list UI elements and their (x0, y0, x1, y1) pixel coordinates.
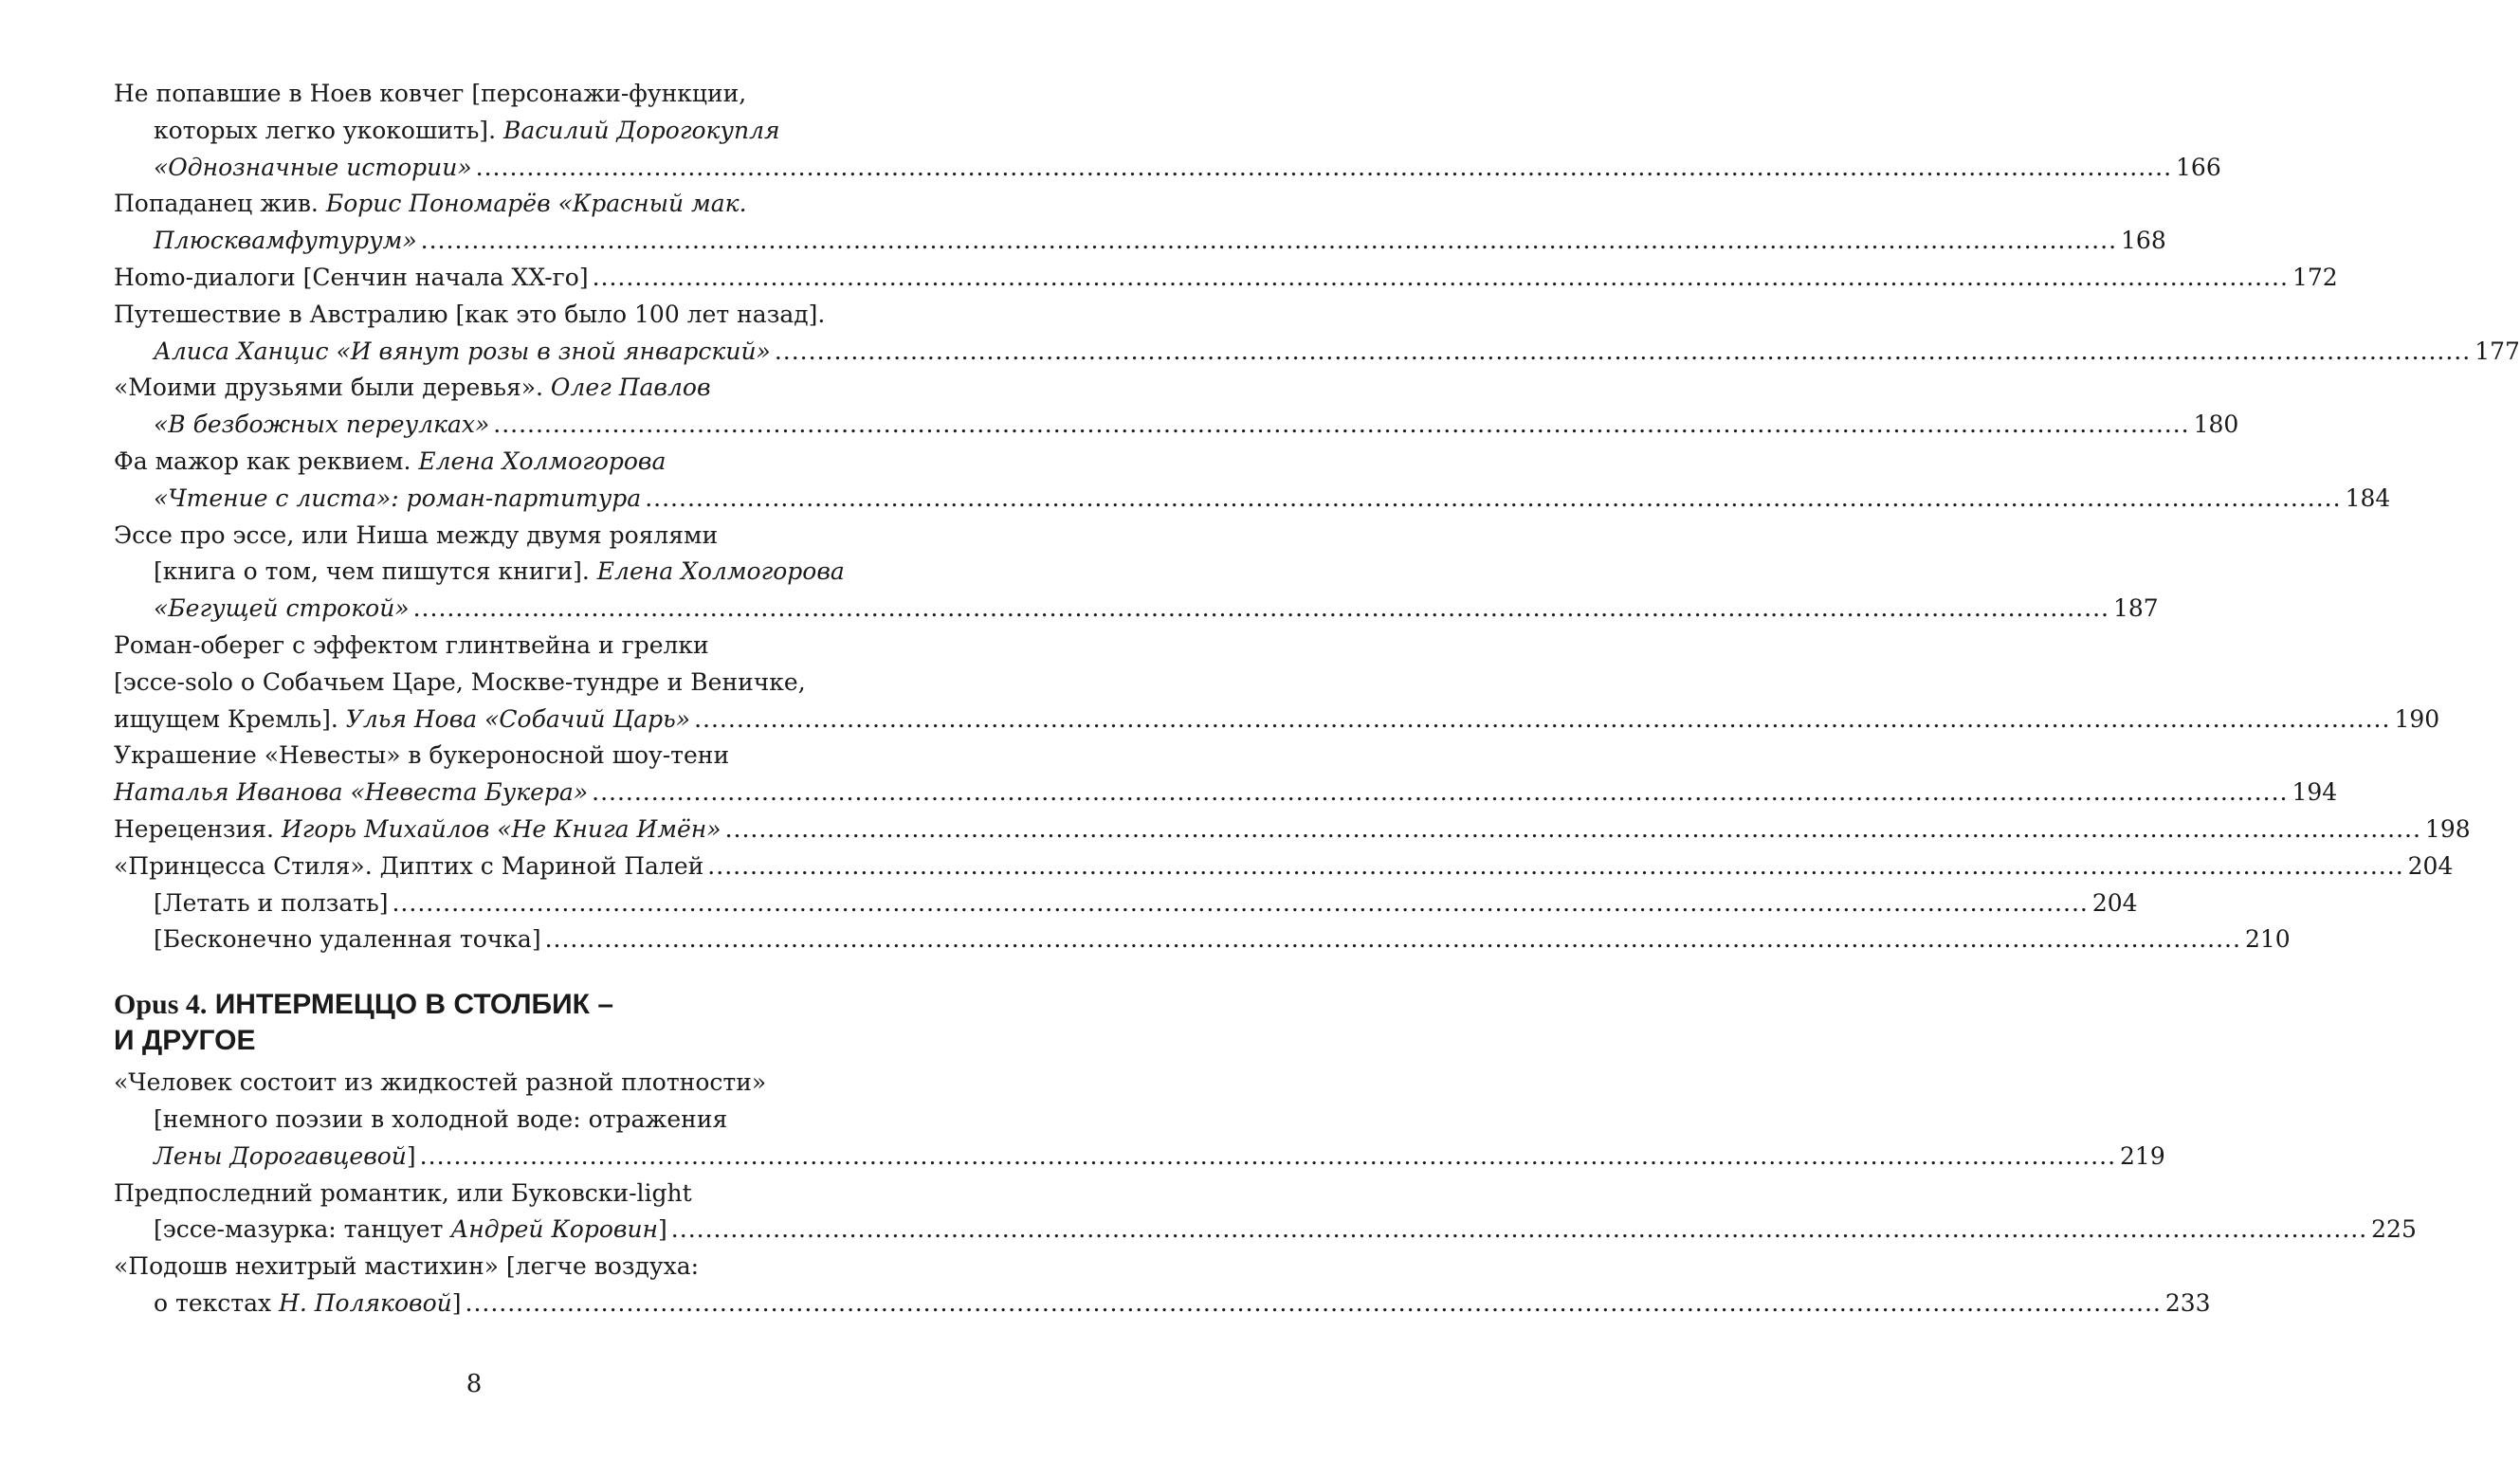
toc-entry (114, 370, 2239, 444)
page-ref: 166 (2176, 153, 2221, 181)
section-opus-label: Opus 4. (114, 989, 208, 1021)
toc-author-title: Улья Нова «Собачий Царь» (345, 704, 691, 733)
page-ref: 210 (2244, 925, 2291, 954)
toc-entry (114, 186, 2166, 260)
toc-line-text (154, 223, 417, 260)
page-ref: 204 (2407, 851, 2454, 880)
toc-entry (114, 848, 2454, 885)
toc-line-text (154, 407, 489, 444)
toc-text-fragment: Фа мажор как реквием. (114, 447, 419, 475)
page-ref: 172 (2292, 263, 2338, 291)
toc-entry (114, 921, 2291, 958)
toc-line-text (154, 1105, 727, 1133)
toc-text-fragment: [немного поэзии в холодной воде: отражения (154, 1104, 728, 1133)
toc-line (114, 665, 878, 702)
toc-text-fragment: «Принцесса Стиля». Диптих с Мариной Палей (114, 851, 704, 880)
dot-leader: ........................................................................................................................................................................................................ (412, 594, 2109, 623)
section-toc-entries (114, 1065, 2417, 1322)
toc-text-fragment: Украшение «Невесты» в букероносной шоу-тени (114, 741, 730, 770)
toc-entry (114, 297, 2520, 371)
table-of-contents (114, 76, 2520, 1322)
toc-line-text (114, 301, 825, 328)
toc-line-text (154, 1212, 667, 1249)
dot-leader: ........................................................................................................................................................................................................ (670, 1215, 2368, 1244)
toc-line (114, 628, 878, 665)
dot-leader: ........................................................................................................................................................................................................ (465, 1288, 2162, 1317)
toc-entries (114, 76, 2520, 958)
dot-leader: ........................................................................................................................................................................................................ (544, 925, 2241, 954)
toc-line-text (154, 557, 845, 585)
dot-leader: ........................................................................................................................................................................................................ (392, 888, 2089, 917)
toc-text-fragment: Нерецензия. (114, 814, 282, 843)
dot-leader: ........................................................................................................................................................................................................ (475, 153, 2173, 181)
toc-author-title: Наталья Иванова «Невеста Букера» (114, 778, 589, 807)
toc-line-text (154, 117, 780, 144)
toc-text-fragment: Роман-оберег с эффектом глинтвейна и грелки (114, 630, 709, 659)
dot-leader: ........................................................................................................................................................................................................ (493, 410, 2190, 439)
toc-line-text (154, 1139, 416, 1176)
page-ref: 219 (2120, 1141, 2165, 1170)
toc-text-fragment: «Моими друзьями были деревья». (114, 374, 551, 402)
toc-text-fragment: Попаданец жив. (114, 190, 326, 218)
toc-line (114, 1102, 878, 1139)
toc-line-text (114, 668, 806, 696)
toc-text-fragment: Не попавшие в Ноев ковчег [персонажи-функции, (114, 80, 747, 107)
toc-line (114, 370, 878, 407)
toc-entry (114, 812, 2471, 848)
toc-author-title: Плюсквамфутурум» (154, 227, 417, 255)
toc-line (114, 775, 2338, 812)
toc-text-fragment: Эссе про эссе, или Ниша между двумя роялями (114, 520, 719, 549)
toc-text-fragment: ] (451, 1288, 462, 1317)
toc-author-title: Елена Холмогорова (596, 557, 845, 586)
toc-line (114, 444, 878, 481)
page-ref: 198 (2424, 814, 2471, 843)
section-title-part-2: И ДРУГОЕ (114, 1025, 256, 1057)
toc-line (114, 1249, 878, 1286)
toc-entry (114, 1176, 2417, 1249)
toc-line-text (114, 702, 690, 739)
toc-text-fragment: Homo-диалоги [Сенчин начала XX-го] (114, 263, 589, 291)
toc-text-fragment: [эссе-solo о Собачьем Царе, Москве-тундре и Веничке, (114, 667, 806, 696)
toc-line-text (114, 631, 709, 659)
dot-leader: ........................................................................................................................................................................................................ (592, 778, 2289, 807)
toc-line (114, 186, 878, 223)
toc-line (114, 1139, 2165, 1176)
toc-line (114, 738, 878, 775)
toc-author-title: Алиса Ханцис «И вянут розы в зной январский» (154, 337, 771, 365)
dot-leader: ........................................................................................................................................................................................................ (774, 337, 2472, 365)
toc-entry (114, 738, 2338, 812)
toc-line-text (154, 885, 388, 922)
toc-entry (114, 1065, 2165, 1175)
toc-author-title: «Однозначные истории» (154, 153, 472, 181)
toc-line (114, 848, 2454, 885)
toc-line (114, 76, 878, 113)
toc-author-title: Василий Дорогокупля (502, 116, 780, 144)
toc-line (114, 113, 878, 150)
toc-author-title: Борис Пономарёв «Красный мак. (325, 190, 747, 218)
toc-line-text (114, 447, 666, 475)
page-ref: 187 (2112, 594, 2159, 623)
toc-text-fragment: «Подошв нехитрый мастихин» [легче воздуха: (114, 1252, 700, 1281)
toc-line-text (114, 190, 747, 217)
toc-line (114, 885, 2138, 922)
page-ref: 168 (2121, 227, 2166, 255)
toc-line (114, 1065, 878, 1102)
section-title-part-1: ИНТЕРМЕЦЦО В СТОЛБИК – (214, 989, 613, 1021)
toc-author-title: Елена Холмогорова (418, 447, 667, 475)
toc-line (114, 297, 878, 334)
toc-author-title: «Чтение с листа»: роман-партитура (154, 483, 642, 512)
toc-text-fragment: Путешествие в Австралию [как это было 100 лет назад]. (114, 300, 826, 328)
toc-text-fragment: ищущем Кремль]. (114, 704, 346, 733)
toc-line-text (114, 775, 588, 812)
toc-line-text (114, 374, 711, 401)
toc-line-text (114, 260, 589, 297)
section-heading (114, 987, 878, 1059)
dot-leader: ........................................................................................................................................................................................................ (420, 227, 2118, 255)
toc-entry (114, 76, 2221, 186)
toc-text-fragment: «Человек состоит из жидкостей разной плотности» (114, 1068, 767, 1097)
page-ref: 233 (2164, 1288, 2211, 1317)
toc-author-title: Н. Поляковой (279, 1288, 452, 1317)
toc-line (114, 407, 2239, 444)
toc-text-fragment: [книга о том, чем пишутся книги]. (154, 557, 597, 586)
toc-line-text (154, 150, 472, 187)
toc-author-title: Лены Дорогавцевой (154, 1141, 407, 1170)
toc-line (114, 1176, 878, 1213)
dot-leader: ........................................................................................................................................................................................................ (707, 851, 2404, 880)
page-ref: 177 (2474, 337, 2520, 365)
toc-author-title: Андрей Коровин (450, 1215, 659, 1244)
toc-line (114, 1212, 2417, 1249)
page-number: 8 (466, 1370, 483, 1398)
section-heading-line-1 (114, 987, 878, 1023)
toc-line (114, 334, 2520, 371)
toc-line-text (114, 812, 721, 848)
toc-line (114, 554, 878, 591)
toc-line (114, 702, 2440, 739)
page-ref: 184 (2345, 483, 2391, 512)
toc-line (114, 1286, 2211, 1322)
page-ref: 194 (2292, 778, 2338, 807)
toc-line-text (114, 741, 729, 769)
toc-text-fragment: Предпоследний романтик, или Буковски-light (114, 1178, 692, 1207)
dot-leader: ........................................................................................................................................................................................................ (419, 1141, 2117, 1170)
toc-text-fragment: [Бесконечно удаленная точка] (154, 925, 541, 954)
dot-leader: ........................................................................................................................................................................................................ (645, 483, 2342, 512)
toc-entry (114, 518, 2159, 628)
toc-line-text (154, 1286, 462, 1322)
toc-text-fragment: о текстах (154, 1288, 280, 1317)
dot-leader: ........................................................................................................................................................................................................ (694, 704, 2391, 733)
toc-line (114, 481, 2391, 518)
page-ref: 204 (2091, 888, 2138, 917)
toc-text-fragment: ] (406, 1141, 416, 1170)
toc-line-text (154, 921, 541, 958)
page-ref: 225 (2371, 1215, 2417, 1244)
toc-line (114, 921, 2291, 958)
toc-entry (114, 1249, 2211, 1322)
page-ref: 180 (2193, 410, 2239, 439)
toc-line-text (114, 1068, 766, 1096)
toc-line-text (154, 481, 641, 518)
toc-line (114, 260, 2338, 297)
toc-line-text (114, 1179, 692, 1207)
toc-line-text (154, 334, 771, 371)
page-ref: 190 (2394, 704, 2440, 733)
toc-line-text (114, 1252, 699, 1280)
toc-author-title: «В безбожных переулках» (154, 410, 490, 439)
toc-entry (114, 260, 2338, 297)
toc-line-text (114, 521, 718, 549)
toc-line (114, 518, 878, 555)
toc-text-fragment: ] (658, 1215, 667, 1244)
toc-author-title: Игорь Михайлов «Не Книга Имён» (281, 814, 721, 843)
toc-author-title: Олег Павлов (550, 374, 711, 402)
toc-line (114, 223, 2166, 260)
toc-line (114, 812, 2471, 848)
toc-line-text (114, 848, 703, 885)
toc-line (114, 150, 2221, 187)
toc-text-fragment: [эссе-мазурка: танцует (154, 1215, 451, 1244)
toc-text-fragment: [Летать и ползать] (154, 888, 389, 917)
toc-entry (114, 628, 2440, 738)
toc-line (114, 591, 2159, 628)
toc-entry (114, 885, 2138, 922)
toc-line-text (154, 591, 410, 628)
toc-entry (114, 444, 2391, 518)
toc-line-text (114, 80, 746, 107)
dot-leader: ........................................................................................................................................................................................................ (592, 263, 2289, 291)
dot-leader: ........................................................................................................................................................................................................ (724, 814, 2421, 843)
toc-text-fragment: которых легко укокошить]. (154, 116, 503, 144)
toc-author-title: «Бегущей строкой» (154, 594, 410, 623)
